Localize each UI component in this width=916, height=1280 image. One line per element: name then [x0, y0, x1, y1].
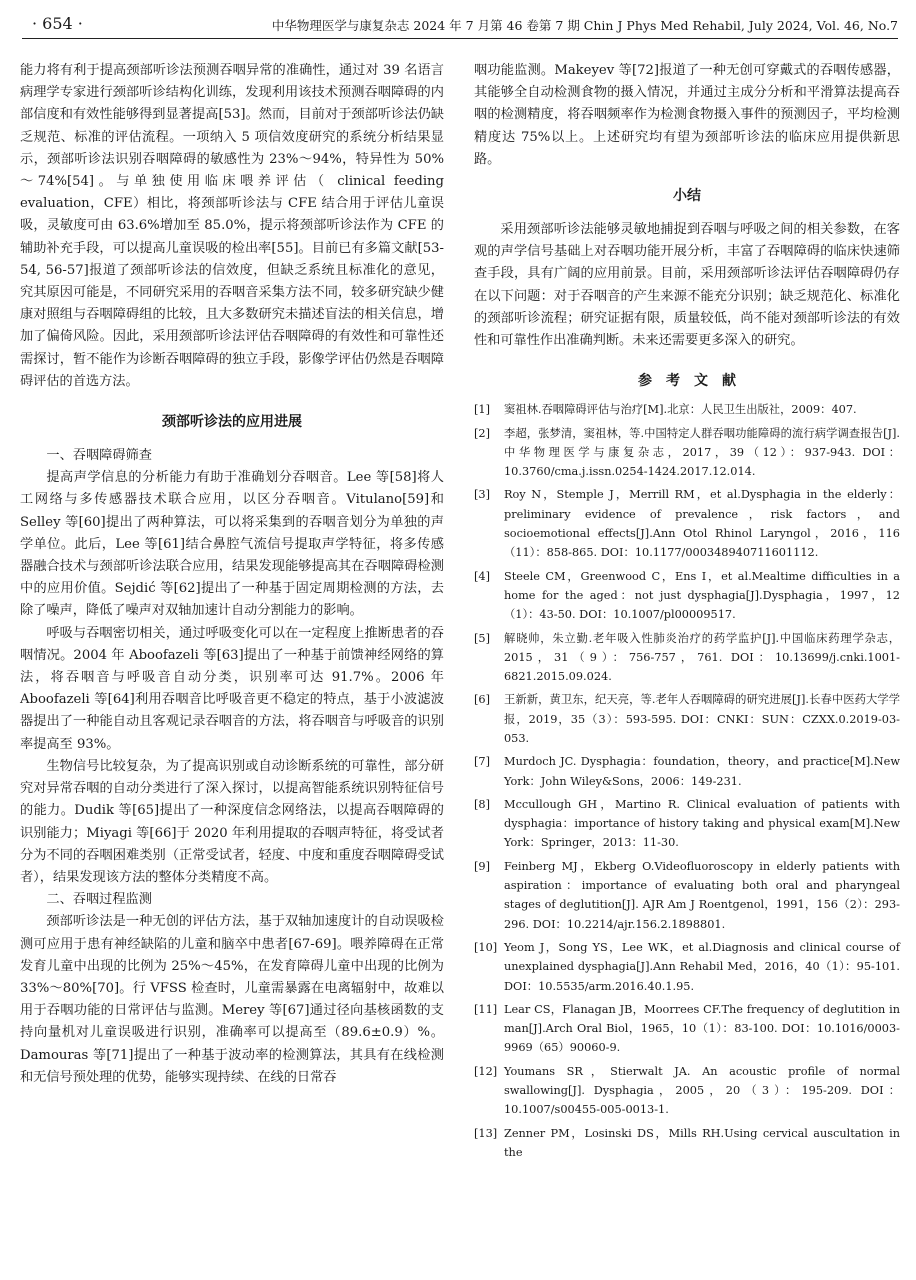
reference-item: [6] 王新新，黄卫东，纪天亮，等.老年人吞咽障碍的研究进展[J].长春中医药大学学报，2019，35（3）：593-595. DOI：CNKI：SUN：CZXX.0.2019-03-053.: [474, 693, 900, 745]
left-column: [20, 60, 444, 1089]
body-paragraph: 采用颈部听诊法能够灵敏地捕捉到吞咽与呼吸之间的相关参数，在客观的声学信号基础上对吞咽功能开展分析，丰富了吞咽障碍的临床快速筛查手段，具有广阔的应用前景。目前，采用颈部听诊法评估吞咽障碍仍存在以下问题：对于吞咽音的产生来源不能充分识别；缺乏规范化、标准化的颈部听诊流程；研究证据有限，质量较低，尚不能对颈部听诊法的有效性和可靠性作出准确判断。未来还需要更多深入的研究。: [474, 222, 900, 349]
reference-item: [7] Murdoch JC. Dysphagia：foundation，theory，and practice[M].New York：John Wiley&Sons，2006：149-231.: [474, 755, 900, 788]
reference-item: [8] Mccullough GH，Martino R. Clinical evaluation of patients with dysphagia：importance of history taking and physical exam[M].New York：Springer，2013：11-30.: [474, 797, 900, 850]
reference-item: [12] Youmans SR，Stierwalt JA. An acoustic profile of normal swallowing[J]. Dysphagia，2005，20（3）：195-209. DOI：10.1007/s00455-005-0013-1.: [474, 1064, 900, 1117]
body-paragraph: 能力将有利于提高颈部听诊法预测吞咽异常的准确性，通过对 39 名语言病理学专家进行颈部听诊结构化训练，发现利用该技术预测吞咽障碍的内部信度和有效性能够得到显著提高[53]。然而，目前对于颈部听诊法仍缺乏规范、标准的评估流程。一项纳入 5 项信效度研究的系统分析结果显示，颈部听诊法识别吞咽障碍的敏感性为 23%～94%，特异性为 50%～74%[54]。与单独使用临床喂养评估（ clinical feeding evaluation，CFE）相比，将颈部听诊法与 CFE 结合用于评估儿童误吸，灵敏度可由 63.6%增加至 85.0%，提示将颈部听诊法作为 CFE 的辅助补充手段，可以提高儿童误吸的检出率[55]。目前已有多篇文献[53-54, 56-57]报道了颈部听诊法的信效度，但缺乏系统且标准化的意见，究其原因可能是，不同研究采用的吞咽音采集方法不同，较多研究缺少健康对照组与吞咽障碍组的比较，且大多数研究未描述盲法的相关信息，增加了偏倚风险。因此，采用颈部听诊法评估吞咽障碍的有效性和可靠性还需探讨，暂不能作为诊断吞咽障碍的独立手段，影像学评估仍然是吞咽障碍评估的首选方法。: [20, 63, 444, 389]
subsection-title: 二、吞咽过程监测: [46, 892, 152, 908]
references-title: 参考文献: [638, 373, 750, 390]
reference-item: [9] Feinberg MJ，Ekberg O.Videofluoroscopy in elderly patients with aspiration：importance of evaluating both oral and pharyngeal stages of deglutition[J]. AJR Am J Roentgenol，1991，156（2）：293-296. DOI：10.2214/ajr.156.2.1898801.: [474, 859, 900, 931]
page-header: [22, 12, 898, 39]
summary-title: 小结: [673, 188, 701, 205]
subsection-title: 一、吞咽障碍筛查: [46, 448, 152, 464]
reference-item: [5] 解晓帅，朱立勤.老年吸入性肺炎治疗的药学监护[J].中国临床药理学杂志，2015，31（9）：756-757，761. DOI：10.13699/j.cnki.1001-6821.2015.09.024.: [474, 631, 900, 684]
reference-item: [4] Steele CM，Greenwood C，Ens I，et al.Mealtime difficulties in a home for the aged：not just dysphagia[J].Dysphagia，1997，12（1）：43-50. DOI：10.1007/pl00009517.: [474, 569, 900, 622]
reference-item: [11] Lear CS，Flanagan JB，Moorrees CF.The frequency of deglutition in man[J].Arch Oral Biol，1965，10（1）：83-100. DOI：10.1016/0003-9969（65）90060-9.: [474, 1002, 900, 1055]
reference-item: [3] Roy N，Stemple J，Merrill RM，et al.Dysphagia in the elderly：preliminary evidence of prevalence，risk factors，and socioemotional effects[J].Ann Otol Rhinol Laryngol，2016，116（11）：858-865. DOI：10.1177/000348940711601112.: [474, 488, 900, 560]
body-paragraph: 颈部听诊法是一种无创的评估方法，基于双轴加速度计的自动误吸检测可应用于患有神经缺陷的儿童和脑卒中患者[67-69]。喂养障碍在正常发育儿童中出现的比例为 25%～45%，在发育障碍儿童中出现的比例为 33%～80%[70]。行 VFSS 检查时，儿童需暴露在电离辐射中，故难以用于吞咽功能的日常评估与监测。Merey 等[67]通过径向基核函数的支持向量机对儿童误吸进行识别，准确率可以提高至（89.6±0.9）%。Damouras 等[71]提出了一种基于波动率的检测算法，其具有在线检测和无信号预处理的优势，能够实现持续、在线的日常吞: [20, 914, 444, 1085]
body-paragraph: 呼吸与吞咽密切相关，通过呼吸变化可以在一定程度上推断患者的吞咽情况。2004 年 Aboofazeli 等[63]提出了一种基于前馈神经网络的算法，将吞咽音与呼吸音自动分类，识别率可达 91.7%。2006 年 Aboofazeli 等[64]利用吞咽音比呼吸音更不稳定的特点，基于小波滤波器提出了一种能自动且客观记录吞咽音的方法，将吞咽音与呼吸音的识别率提高至 93%。: [20, 625, 444, 752]
page-number: · 654 ·: [32, 14, 83, 33]
reference-item: [2] 李超，张梦清，窦祖林，等.中国特定人群吞咽功能障碍的流行病学调查报告[J].中华物理医学与康复杂志，2017，39（12）：937-943. DOI：10.3760/cma.j.issn.0254-1424.2017.12.014.: [474, 426, 900, 479]
reference-item: [10] Yeom J，Song YS，Lee WK，et al.Diagnosis and clinical course of unexplained dysphagia[J].Ann Rehabil Med，2016，40（1）：95-101. DOI：10.5535/arm.2016.40.1.95.: [474, 940, 900, 993]
reference-list: [474, 400, 900, 1162]
section-title: 颈部听诊法的应用进展: [162, 414, 302, 431]
body-paragraph: 生物信号比较复杂，为了提高识别或自动诊断系统的可靠性，部分研究对异常吞咽的自动分类进行了深入探讨，以提高智能系统识别特征信号的能力。Dudik 等[65]提出了一种深度信念网络法，以提高吞咽障碍的识别能力；Miyagi 等[66]于 2020 年利用提取的吞咽声特征，将受试者分为不同的吞咽困难类别（正常受试者，轻度、中度和重度吞咽障碍受试者），结果发现该方法的整体分类精度不高。: [20, 758, 444, 885]
reference-item: [1] 窦祖林.吞咽障碍评估与治疗[M].北京：人民卫生出版社，2009：407.: [474, 403, 857, 417]
reference-item: [13] Zenner PM，Losinski DS，Mills RH.Using cervical auscultation in the: [474, 1126, 900, 1159]
body-paragraph: 咽功能监测。Makeyev 等[72]报道了一种无创可穿戴式的吞咽传感器，其能够全自动检测食物的摄入情况，并通过主成分分析和平滑算法提高吞咽的检测精度，将吞咽频率作为检测食物摄入事件的预测因子，平均检测精度达 75%以上。上述研究均有望为颈部听诊法的临床应用提供新思路。: [474, 63, 900, 167]
right-column: [474, 60, 900, 1166]
body-paragraph: 提高声学信息的分析能力有助于准确划分吞咽音。Lee 等[58]将人工网络与多传感器技术联合应用，以区分吞咽音。Vitulano[59]和 Selley 等[60]提出了两种算法，可以将采集到的吞咽音划分为单独的声学单位。此后，Lee 等[61]结合鼻腔气流信号提取声学特征，将多传感器融合技术与颈部听诊法联合应用，结果发现能够提高其在吞咽障碍检测中的应用价值。Sejdić 等[62]提出了一种基于固定周期检测的方法，去除了噪声，降低了噪声对双轴加速计自动分割能力的影响。: [20, 470, 444, 619]
journal-running-title: 中华物理医学与康复杂志 2024 年 7 月第 46 卷第 7 期 Chin J Phys Med Rehabil, July 2024, Vol. 46, No.7: [271, 18, 898, 33]
